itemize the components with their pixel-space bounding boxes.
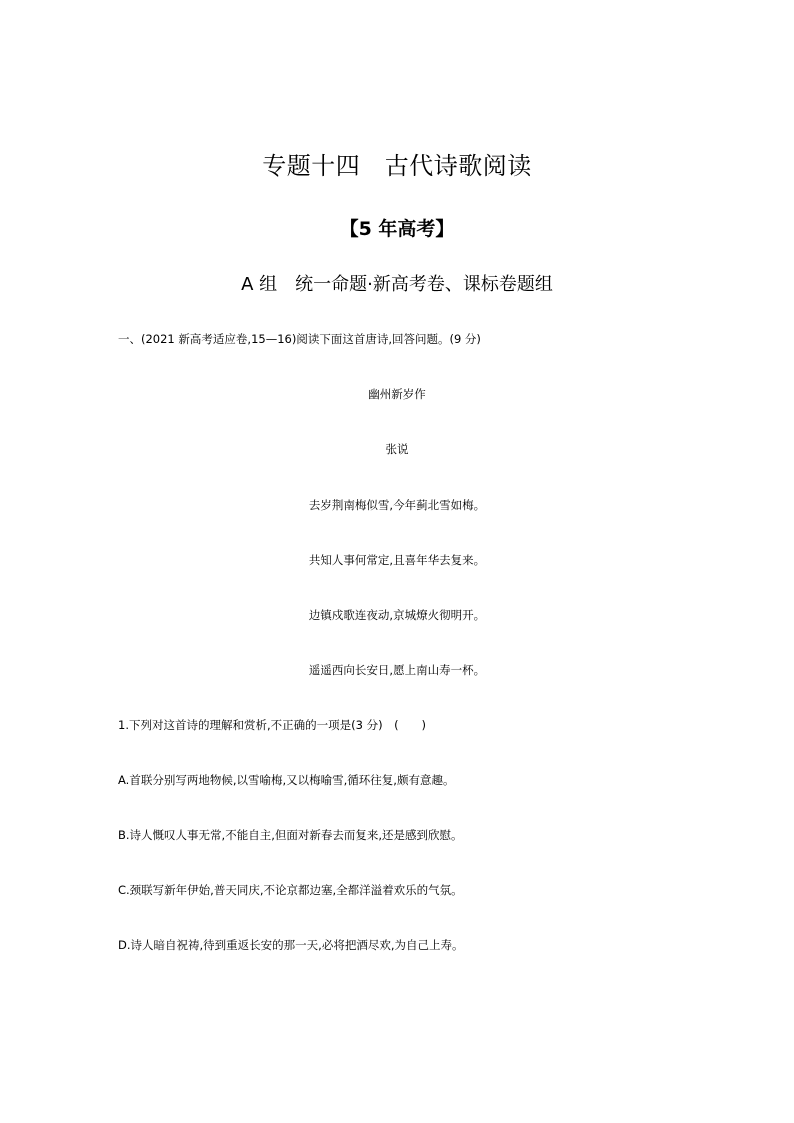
page-title: 专题十四 古代诗歌阅读 (262, 152, 532, 180)
poem-title: 幽州新岁作 (368, 387, 426, 401)
option-a: A.首联分别写两地物候,以雪喻梅,又以梅喻雪,循环往复,颇有意趣。 (118, 773, 455, 787)
group-title: A 组 统一命题·新高考卷、课标卷题组 (241, 274, 553, 295)
option-d: D.诗人暗自祝祷,待到重返长安的那一天,必将把酒尽欢,为自己上寿。 (118, 938, 464, 952)
poem-line: 去岁荆南梅似雪,今年蓟北雪如梅。 (308, 498, 486, 512)
poem-line: 边镇戍歌连夜动,京城燎火彻明开。 (308, 608, 486, 622)
poem-line: 共知人事何常定,且喜年华去复来。 (308, 553, 486, 567)
question-intro: 一、(2021 新高考适应卷,15—16)阅读下面这首唐诗,回答问题。(9 分) (118, 332, 481, 346)
poem-line: 遥遥西向长安日,愿上南山寿一杯。 (308, 663, 486, 677)
section-subtitle: 【5 年高考】 (339, 218, 455, 240)
question-1: 1.下列对这首诗的理解和赏析,不正确的一项是(3 分) ( ) (118, 718, 427, 732)
option-b: B.诗人慨叹人事无常,不能自主,但面对新春去而复来,还是感到欣慰。 (118, 828, 463, 842)
poem-author: 张说 (385, 442, 409, 456)
option-c: C.颈联写新年伊始,普天同庆,不论京都边塞,全都洋溢着欢乐的气氛。 (118, 883, 463, 897)
